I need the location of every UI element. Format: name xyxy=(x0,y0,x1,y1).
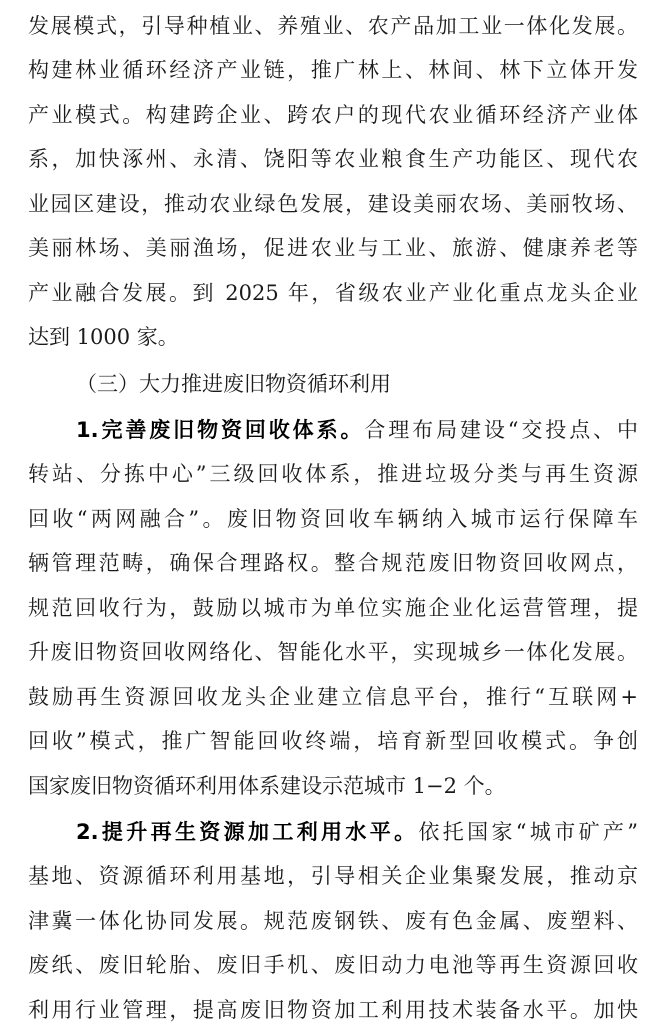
item-1-first-line xyxy=(76,408,638,452)
item-2-first-line-text: 依托国家“城市矿产” xyxy=(418,820,638,844)
text-line: 产业融合发展。到 2025 年，省级农业产业化重点龙头企业 xyxy=(28,281,638,305)
text-line: 基地、资源循环利用基地，引导相关企业集聚发展，推动京 xyxy=(28,864,638,888)
text-line: 利用行业管理，提高废旧物资加工利用技术装备水平。加快 xyxy=(28,998,638,1022)
text-line: 达到 1000 家。 xyxy=(28,325,179,349)
text-line: 规范回收行为，鼓励以城市为单位实施企业化运营管理，提 xyxy=(28,596,638,620)
text-line: 发展模式，引导种植业、养殖业、农产品加工业一体化发展。 xyxy=(28,14,638,38)
text-line: 国家废旧物资循环利用体系建设示范城市 1−2 个。 xyxy=(28,774,506,798)
text-line: 业园区建设，推动农业绿色发展，建设美丽农场、美丽牧场、 xyxy=(28,192,638,216)
text-line: 津冀一体化协同发展。规范废钢铁、废有色金属、废塑料、 xyxy=(28,909,638,933)
item-2-first-line xyxy=(76,810,638,854)
item-1-title: 1.完善废旧物资回收体系。 xyxy=(76,418,365,442)
text-line: 升废旧物资回收网络化、智能化水平，实现城乡一体化发展。 xyxy=(28,640,638,664)
text-line: 美丽林场、美丽渔场，促进农业与工业、旅游、健康养老等 xyxy=(28,236,638,260)
text-line: 产业模式。构建跨企业、跨农户的现代农业循环经济产业体 xyxy=(28,103,638,127)
text-line: 转站、分拣中心”三级回收体系，推进垃圾分类与再生资源 xyxy=(28,462,638,486)
text-line: 回收”模式，推广智能回收终端，培育新型回收模式。争创 xyxy=(28,729,638,753)
text-line: 废纸、废旧轮胎、废旧手机、废旧动力电池等再生资源回收 xyxy=(28,953,638,977)
item-2-title: 2.提升再生资源加工利用水平。 xyxy=(76,820,419,844)
text-line: 回收“两网融合”。废旧物资回收车辆纳入城市运行保障车 xyxy=(28,507,638,531)
text-line: 鼓励再生资源回收龙头企业建立信息平台，推行“互联网+ xyxy=(28,685,638,709)
item-1-first-line-text: 合理布局建设“交投点、中 xyxy=(364,418,638,442)
text-line: 构建林业循环经济产业链，推广林上、林间、林下立体开发 xyxy=(28,58,638,82)
text-line: 辆管理范畴，确保合理路权。整合规范废旧物资回收网点， xyxy=(28,551,638,575)
section-heading: （三）大力推进废旧物资循环利用 xyxy=(76,372,391,396)
text-line: 系，加快涿州、永清、饶阳等农业粮食生产功能区、现代农 xyxy=(28,147,638,171)
